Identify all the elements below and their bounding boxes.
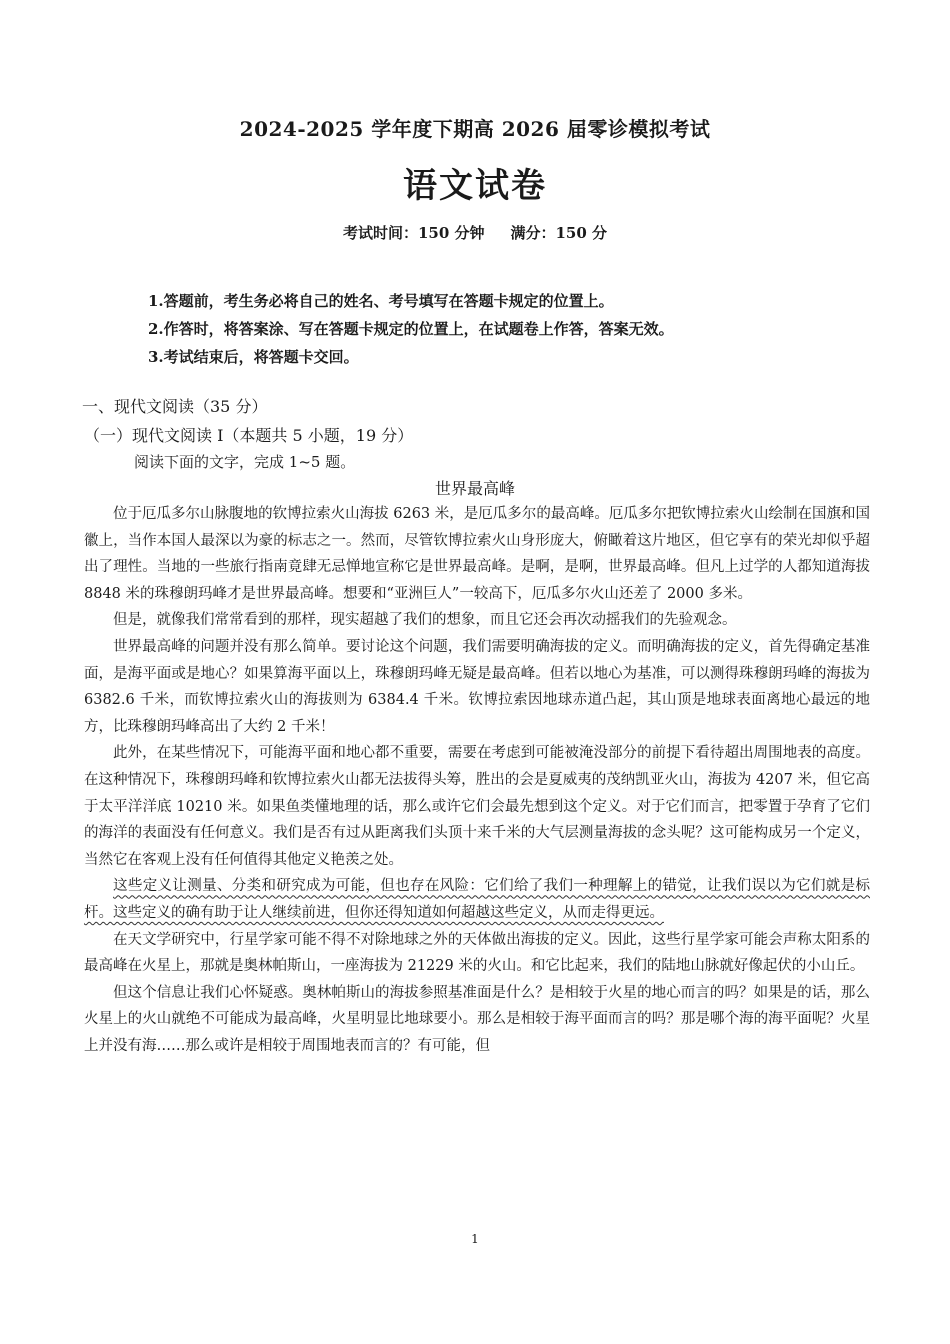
article-title: 世界最高峰	[434, 479, 515, 498]
exam-meta	[0, 222, 950, 243]
exam-notes	[148, 287, 868, 371]
article-paragraph: 此外，在某些情况下，可能海平面和地心都不重要，需要在考虑到可能被淹没部分的前提下看待超出周围地表的高度。在这种情况下，珠穆朗玛峰和钦博拉索火山都无法拔得头筹，胜出的会是夏威夷的茂纳凯亚火山，海拔为 4207 米，但它高于太平洋洋底 10210 米。如果鱼类懂地理的话，那么或许它们会最先想到这个定义。对于它们而言，把零置于孕育了它们的海洋的表面没有任何意义。我们是否有过从距离我们头顶十来千米的大气层测量海拔的念头呢？这可能构成另一个定义，当然它在客观上没有任何值得其他定义艳羡之处。	[84, 745, 870, 868]
exam-time: 考试时间：150 分钟	[342, 224, 485, 242]
article-paragraph: 位于厄瓜多尔山脉腹地的钦博拉索火山海拔 6263 米，是厄瓜多尔的最高峰。厄瓜多尔把钦博拉索火山绘制在国旗和国徽上，当作本国人最深以为豪的标志之一。然而，尽管钦博拉索火山身形庞大，俯瞰着这片地区，但它享有的荣光却似乎超出了理性。当地的一些旅行指南竟肆无忌惮地宣称它是世界最高峰。是啊，是啊，世界最高峰。但凡上过学的人都知道海拔 8848 米的珠穆朗玛峰才是世界最高峰。想要和“亚洲巨人”一较高下，厄瓜多尔火山还差了 2000 多米。	[84, 506, 870, 602]
exam-full-score: 满分：150 分	[510, 224, 608, 242]
reading-instruction: 阅读下面的文字，完成 1~5 题。	[134, 453, 356, 471]
subject-title: 语文试卷	[403, 166, 547, 206]
article-paragraph: 在天文学研究中，行星学家可能不得不对除地球之外的天体做出海拔的定义。因此，这些行星学家可能会声称太阳系的最高峰在火星上，那就是奥林帕斯山，一座海拔为 21229 米的火山。和它比起来，我们的陆地山脉就好像起伏的小山丘。	[84, 931, 870, 975]
article-body	[84, 501, 870, 1059]
article-paragraph: 但这个信息让我们心怀疑惑。奥林帕斯山的海拔参照基准面是什么？是相较于火星的地心而言的吗？如果是的话，那么火星上的火山就绝不可能成为最高峰，火星明显比地球要小。那么是相较于海平面而言的吗？那是哪个海的海平面呢？火星上并没有海……那么或许是相较于周围地表而言的？有可能，但	[84, 984, 870, 1054]
note-item: 3.考试结束后，将答题卡交回。	[148, 348, 359, 366]
underlined-paragraph: 这些定义让测量、分类和研究成为可能，但也存在风险：它们给了我们一种理解上的错觉，让我们误以为它们就是标杆。这些定义的确有助于让人继续前进，但你还得知道如何超越这些定义，从而走得更远。	[84, 878, 870, 921]
exam-title-line: 2024-2025 学年度下期高 2026 届零诊模拟考试	[239, 117, 711, 141]
page-number: 1	[471, 1232, 479, 1246]
article-paragraph: 世界最高峰的问题并没有那么简单。要讨论这个问题，我们需要明确海拔的定义。而明确海拔的定义，首先得确定基准面，是海平面或是地心？如果算海平面以上，珠穆朗玛峰无疑是最高峰。但若以地心为基准，可以测得珠穆朗玛峰的海拔为 6382.6 千米，而钦博拉索火山的海拔则为 6384.4 千米。钦博拉索因地球赤道凸起，其山顶是地球表面离地心最远的地方，比珠穆朗玛峰高出了大约 2 千米！	[84, 638, 870, 735]
section-heading: 一、现代文阅读（35 分）	[82, 397, 268, 416]
article-paragraph: 但是，就像我们常常看到的那样，现实超越了我们的想象，而且它还会再次动摇我们的先验观念。	[113, 612, 737, 629]
subsection-heading: （一）现代文阅读 I（本题共 5 小题，19 分）	[84, 426, 414, 445]
note-item: 2.作答时，将答案涂、写在答题卡规定的位置上，在试题卷上作答，答案无效。	[148, 320, 674, 338]
note-item: 1.答题前，考生务必将自己的姓名、考号填写在答题卡规定的位置上。	[148, 292, 614, 310]
